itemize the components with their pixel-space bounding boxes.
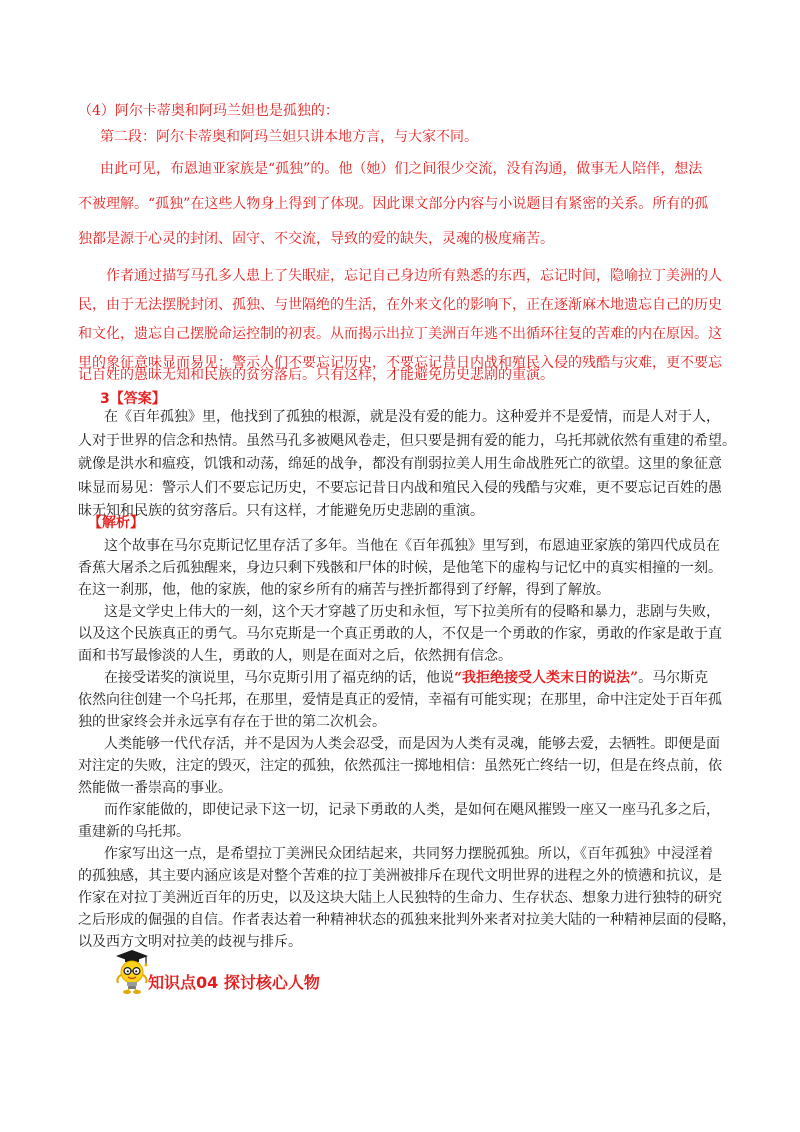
text-line: 面和书写最惨淡的人生，勇敢的人，则是在面对之后，依然拥有信念。 — [78, 648, 512, 664]
text-span: 在接受诺奖的演说里，马尔克斯引用了福克纳的话，他说 — [104, 670, 454, 686]
text-line: 就像是洪水和瘟疫，饥饿和动荡，绵延的战争，都没有削弱拉美人用生命战胜死亡的欲望。这里的象征意 — [78, 456, 722, 472]
text-line: 这个故事在马尔克斯记忆里存活了多年。当他在《百年孤独》里写到，布恩迪亚家族的第四代成员在 — [104, 538, 720, 554]
second-paragraph-note — [100, 126, 750, 146]
text-line: 人类能够一代代存活，并不是因为人类会忍受，而是因为人类有灵魂，能够去爱，去牺牲。即便是面 — [104, 736, 720, 752]
text-line: 以及这个民族真正的勇气。马尔克斯是一个真正勇敢的人，不仅是一个勇敢的作家，勇敢的作家是敢于直 — [78, 626, 722, 642]
item-4-heading — [78, 96, 728, 126]
answer-paragraph — [78, 406, 736, 524]
text-line: 独都是源于心灵的封闭、固守、不交流，导致的爱的缺失，灵魂的极度痛苦。 — [78, 231, 554, 247]
text-line: 然能做一番崇高的事业。 — [78, 780, 232, 796]
text-line: 以及西方文明对拉美的歧视与排斥。 — [78, 934, 302, 950]
text-line: 民，由于无法摆脱封闭、孤独、与世隔绝的生活，在外来文化的影响下，正在逐渐麻木地遗忘自己的历史 — [78, 297, 722, 313]
text-line: 第二段：阿尔卡蒂奥和阿玛兰妲只讲本地方言，与大家不同。 — [100, 129, 478, 145]
text-line: 在《百年孤独》里，他找到了孤独的根源，就是没有爱的能力。这种爱并不是爱情，而是人对于人， — [104, 409, 720, 425]
text-line: 对注定的失败，注定的毁灭，注定的孤独，依然孤注一掷地相信：虽然死亡终结一切，但是在终点前，依 — [78, 758, 722, 774]
text-line: 而作家能做的，即使记录下这一切，记录下勇敢的人类，是如何在飓风摧毁一座又一座马孔多之后， — [104, 802, 720, 818]
text-line: 人对于世界的信念和热情。虽然马孔多被飓风卷走，但只要是拥有爱的能力，乌托邦就依然有重建的希望。 — [78, 432, 736, 449]
text-line: 和文化，遗忘自己摆脱命运控制的初衷。从而揭示出拉丁美洲百年逃不出循环往复的苦难的内在原因。这 — [78, 326, 722, 342]
text-line: 作者通过描写马孔多人患上了失眠症，忘记自己身边所有熟悉的东西，忘记时间，隐喻拉丁美洲的人 — [106, 268, 722, 284]
text-line: 不被理解。“孤独”在这些人物身上得到了体现。因此课文部分内容与小说题目有紧密的关系。所有的孤 — [78, 196, 709, 212]
text-line: 重建新的乌托邦。 — [78, 824, 190, 840]
text-span: 。马尔斯克 — [638, 670, 709, 686]
graduate-bulb-mascot-icon — [112, 948, 152, 996]
knowledge-point-title: 知识点04 探讨核心人物 — [148, 973, 320, 992]
text-line: 由此可见，布恩迪亚家族是“孤独”的。他（她）们之间很少交流，没有沟通，做事无人陪伴，想法 — [100, 161, 703, 177]
text-line: 在这一刹那，他，他的家族，他的家乡所有的痛苦与挫折都得到了纾解，得到了解放。 — [78, 582, 610, 598]
text-line: 味显而易见：警示人们不要忘记历史，不要忘记昔日内战和殖民入侵的残酷与灾难，更不要忘记百姓的愚 — [78, 479, 722, 496]
text-line: 里的象征意味显而易见：警示人们不要忘记历史，不要忘记昔日内战和殖民入侵的残酷与灾难，更不要忘 — [78, 355, 722, 371]
text-line: （4）阿尔卡蒂奥和阿玛兰妲也是孤独的： — [78, 103, 339, 119]
text-line: 记百姓的愚昧无知和民族的贫穷落后。只有这样，才能避免历史悲剧的重演。 — [78, 367, 554, 383]
analysis-heading: 【解析】 — [88, 515, 144, 531]
quote-line — [78, 667, 736, 689]
text-line: 的孤独感，其主要内涵应该是对整个苦难的拉丁美洲被排斥在现代文明世界的进程之外的愤懑和抗议，是 — [78, 868, 722, 884]
conclusion-paragraph — [78, 152, 728, 257]
text-line: 独的世家终会并永远享有存在于世的第二次机会。 — [78, 714, 386, 730]
faulkner-quote: “我拒绝接受人类末日的说法” — [454, 670, 639, 686]
text-line: 之后形成的倔强的自信。作者表达着一种精神状态的孤独来批判外来者对拉美大陆的一种精神层面的侵略， — [78, 912, 736, 928]
text-line: 昧无知和民族的贫穷落后。只有这样，才能避免历史悲剧的重演。 — [78, 503, 484, 519]
symbolism-paragraph-end — [78, 364, 728, 384]
answer-heading: 3【答案】 — [100, 391, 166, 407]
text-line: 依然向往创建一个乌托邦，在那里，爱情是真正的爱情，幸福有可能实现；在那里，命中注定处于百年孤 — [78, 692, 722, 708]
analysis-body — [78, 535, 736, 953]
symbolism-paragraph — [78, 262, 728, 378]
text-line: 作家在对拉丁美洲近百年的历史，以及这块大陆上人民独特的生命力、生存状态、想象力进行独特的研究 — [78, 890, 722, 906]
text-line: 作家写出这一点，是希望拉丁美洲民众团结起来，共同努力摆脱孤独。所以，《百年孤独》中浸淫着 — [104, 846, 713, 862]
text-line: 香蕉大屠杀之后孤独醒来，身边只剩下残骸和尸体的时候，是他笔下的虚构与记忆中的真实相撞的一刻。 — [78, 560, 722, 576]
text-line: 这是文学史上伟大的一刻，这个天才穿越了历史和永恒，写下拉美所有的侵略和暴力，悲剧与失败， — [104, 604, 720, 620]
